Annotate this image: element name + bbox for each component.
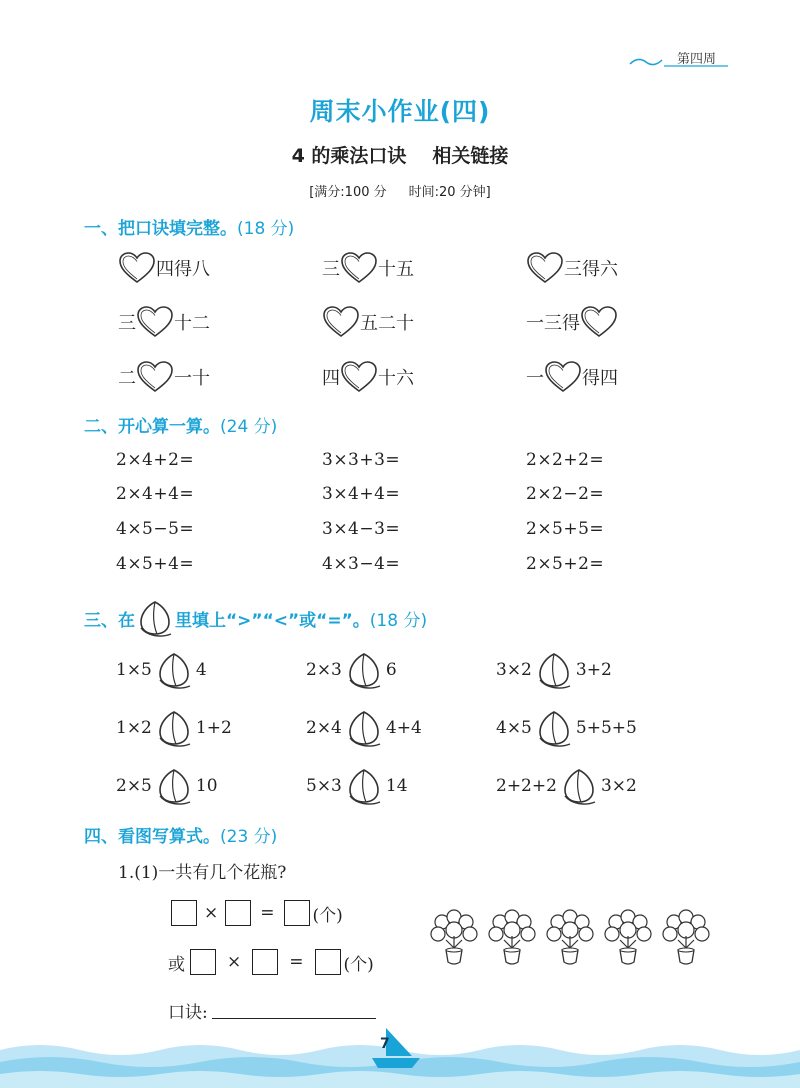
heart-icon[interactable] [526,252,564,284]
equation-item: 2×4+4= [116,484,195,504]
flower-vase-icon [544,908,596,968]
answer-box[interactable] [225,900,251,926]
rhyme-item: 三 十二 [118,306,210,338]
heart-icon[interactable] [340,252,378,284]
peach-icon[interactable] [536,650,572,690]
compare-item: 2×3 6 [306,650,397,690]
flower-vase-icon [428,908,480,968]
page-subtitle [0,141,800,168]
rhyme-answer-line[interactable] [212,1002,376,1019]
heart-icon[interactable] [118,252,156,284]
section2-title: 二、开心算一算。(24 分) [84,417,278,437]
answer-box[interactable] [252,949,278,975]
compare-item: 2×4 4+4 [306,708,422,748]
time-limit: 时间:20 分钟] [408,185,491,200]
rhyme-item: 三 十五 [322,252,414,284]
equation-item: 2×2−2= [526,484,605,504]
peach-icon[interactable] [346,650,382,690]
peach-icon[interactable] [346,708,382,748]
rhyme-item: 一 得四 [526,361,618,393]
peach-icon [137,598,173,638]
peach-icon[interactable] [156,766,192,806]
peach-icon[interactable] [156,650,192,690]
subtitle-link: 相关链接 [432,145,509,167]
equation-item: 3×4+4= [322,484,401,504]
full-score: [满分:100 分 [309,185,387,200]
page-number: 7 [380,1036,390,1052]
section4-title: 四、看图写算式。(23 分) [84,827,278,847]
answer-box[interactable] [171,900,197,926]
heart-icon[interactable] [136,361,174,393]
answer-box[interactable] [190,949,216,975]
heart-icon[interactable] [544,361,582,393]
week-tag [628,46,730,70]
equation-item: 2×5+2= [526,554,605,574]
compare-item: 1×2 1+2 [116,708,232,748]
heart-icon[interactable] [340,361,378,393]
answer-box[interactable] [284,900,310,926]
peach-icon[interactable] [156,708,192,748]
rhyme-line: 口诀: [168,998,376,1023]
flower-vase-icon [602,908,654,968]
week-label: 第四周 [676,52,716,67]
score-time-info [0,181,800,200]
compare-item: 5×3 14 [306,766,408,806]
page-title: 周末小作业(四) [309,97,491,126]
equation-item: 4×3−4= [322,554,401,574]
flower-vase-icon [660,908,712,968]
heart-icon[interactable] [322,306,360,338]
compare-item: 3×2 3+2 [496,650,612,690]
answer-line-1: × = (个) [168,900,343,926]
peach-icon[interactable] [536,708,572,748]
equation-item: 2×2+2= [526,450,605,470]
answer-box[interactable] [315,949,341,975]
compare-item: 1×5 4 [116,650,207,690]
compare-item: 4×5 5+5+5 [496,708,637,748]
bottom-wave-decoration [0,1026,800,1088]
section3-title: 三、在 里填上“>”“<”或“=”。 (18 分) [84,598,427,638]
rhyme-item: 五二十 [322,306,414,338]
answer-line-2: 或 × = (个) [168,949,374,975]
section1-title: 一、把口诀填完整。(18 分) [84,219,295,239]
equation-item: 3×4−3= [322,519,401,539]
heart-icon[interactable] [580,306,618,338]
question-1: 1.(1)一共有几个花瓶? [118,863,287,883]
equation-item: 2×4+2= [116,450,195,470]
equation-item: 4×5+4= [116,554,195,574]
heart-icon[interactable] [136,306,174,338]
equation-item: 3×3+3= [322,450,401,470]
subtitle-topic: 4 的乘法口诀 [291,145,407,167]
rhyme-item: 二 一十 [118,361,210,393]
equation-item: 4×5−5= [116,519,195,539]
peach-icon[interactable] [346,766,382,806]
peach-icon[interactable] [561,766,597,806]
compare-item: 2+2+2 3×2 [496,766,637,806]
flower-vase-icon [486,908,538,968]
rhyme-item: 四 十六 [322,361,414,393]
rhyme-item: 四得八 [118,252,210,284]
compare-item: 2×5 10 [116,766,218,806]
rhyme-item: 三得六 [526,252,618,284]
equation-item: 2×5+5= [526,519,605,539]
rhyme-item: 一三得 [526,306,618,338]
